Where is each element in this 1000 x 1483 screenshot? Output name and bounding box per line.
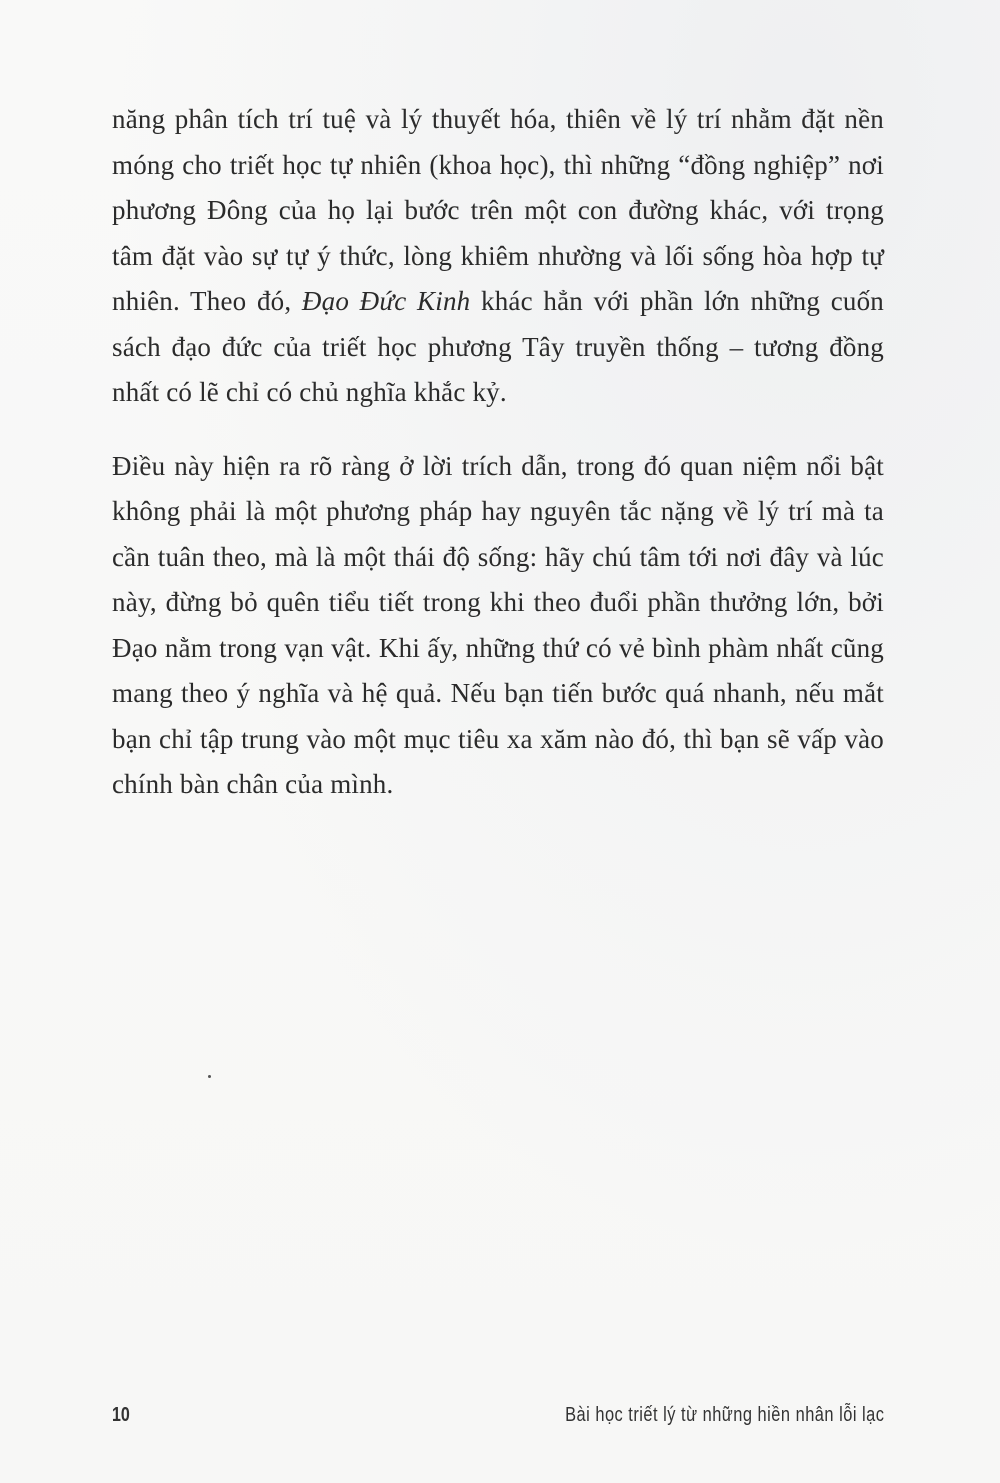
paragraph-1-part-2: khác hẳn với phần lớn những cuốn sách đạo đức của triết học phương Tây truyền thống – tương đồng nhất có lẽ chỉ có chủ nghĩa khắc kỷ.	[112, 286, 884, 407]
page-footer	[112, 1404, 884, 1434]
running-title: Bài học triết lý từ những hiền nhân lỗi lạc	[564, 1404, 884, 1426]
ink-speck	[208, 1075, 211, 1078]
paragraph-1	[112, 97, 884, 416]
page-number: 10	[112, 1404, 130, 1426]
book-title-italic: Đạo Đức Kinh	[301, 286, 471, 316]
paragraph-2: Điều này hiện ra rõ ràng ở lời trích dẫn, trong đó quan niệm nổi bật không phải là một phương pháp hay nguyên tắc nặng về lý trí mà ta cần tuân theo, mà là một thái độ sống: hãy chú tâm tới nơi đây và lúc này, đừng bỏ quên tiểu tiết trong khi theo đuổi phần thưởng lớn, bởi Đạo nằm trong vạn vật. Khi ấy, những thứ có vẻ bình phàm nhất cũng mang theo ý nghĩa và hệ quả. Nếu bạn tiến bước quá nhanh, nếu mắt bạn chỉ tập trung vào một mục tiêu xa xăm nào đó, thì bạn sẽ vấp vào chính bàn chân của mình.	[112, 450, 884, 799]
paragraph-1-part-1: năng phân tích trí tuệ và lý thuyết hóa, thiên về lý trí nhằm đặt nền móng cho triết học tự nhiên (khoa học), thì những “đồng nghiệp” nơi phương Đông của họ lại bước trên một con đường khác, với trọng tâm đặt vào sự tự ý thức, lòng khiêm nhường và lối sống hòa hợp tự nhiên. Theo đó,	[112, 104, 884, 316]
body-text	[112, 97, 884, 808]
